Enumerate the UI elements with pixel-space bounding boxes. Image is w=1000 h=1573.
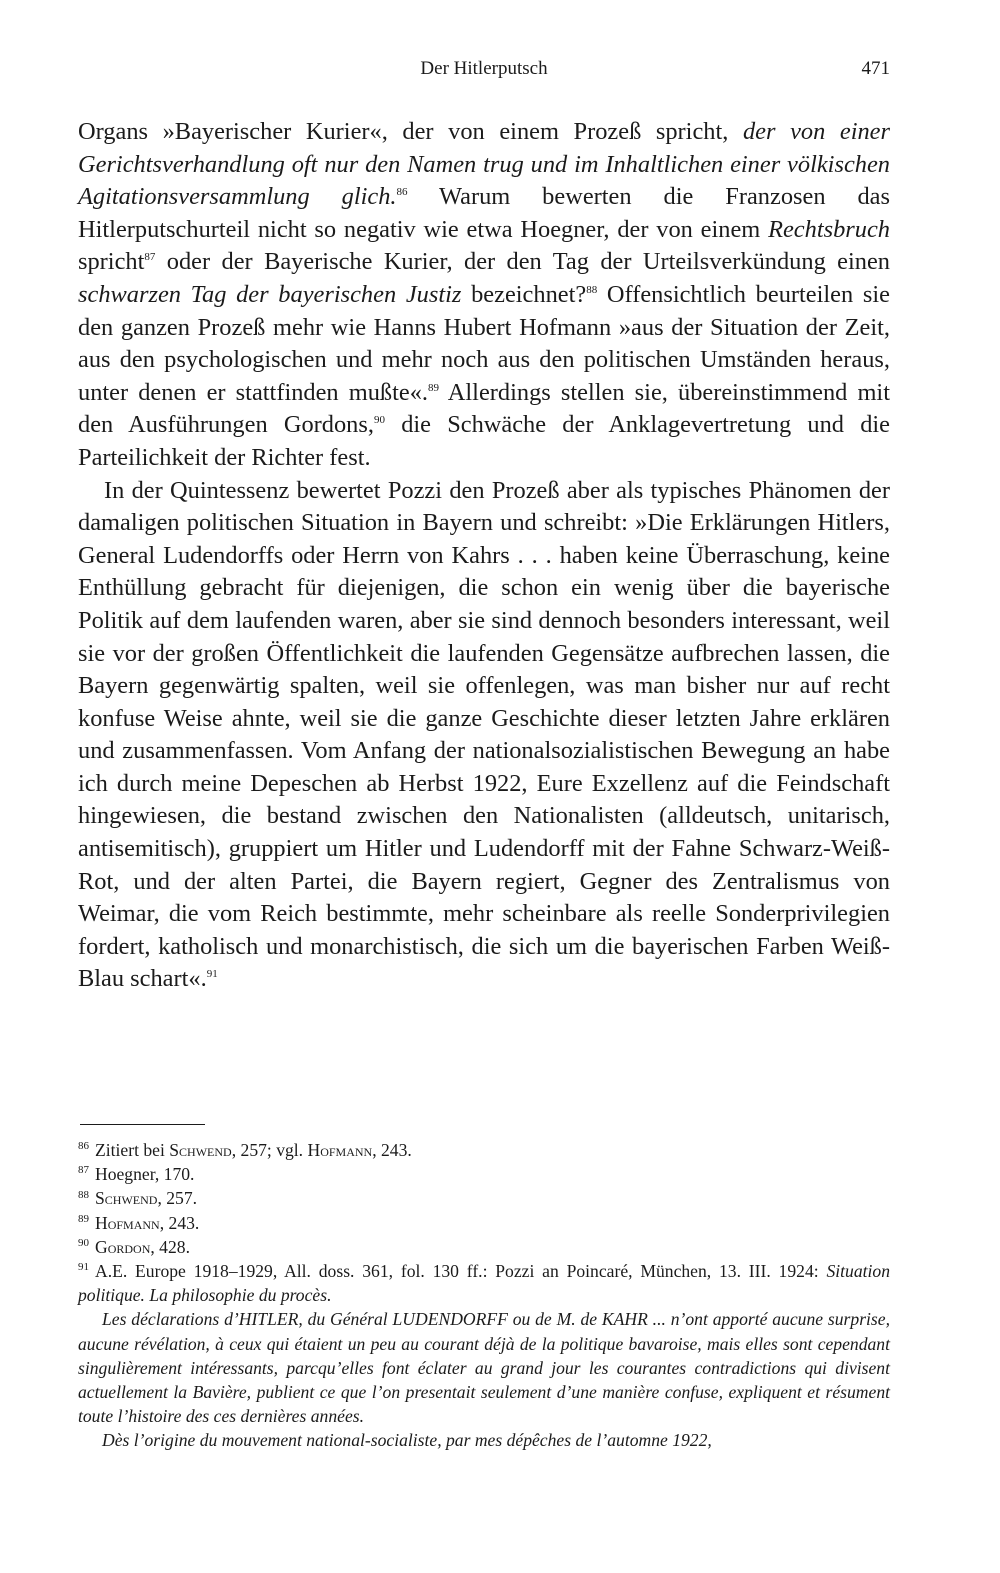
paragraph-1: Organs »Bayerischer Kurier«, der von einem Prozeß spricht, der von einer Gerichtsverhandlung oft nur den Namen trug und im Inhaltlichen einer völkischen Agitationsversammlung glich.$^{86}$ Warum bewerten die Franzosen das Hitlerputschurteil nicht so negativ wie etwa Hoegner, der von einem Rechtsbruch spricht$^{87}$ oder der Bayerische Kurier, der den Tag der Urteilsverkündung einen schwarzen Tag der bayerischen Justiz bezeichnet?$^{88}$ Offensichtlich beurteilen sie den ganzen Prozeß mehr wie Hanns Hubert Hofmann »aus der Situation der Zeit, aus den psychologischen und mehr noch aus den politischen Umständen heraus, unter denen er stattfinden mußte«.$^{89}$ Allerdings stellen sie, übereinstimmend mit den Ausführungen Gordons,$^{90}$ die Schwäche der Anklagevertretung und die Parteilichkeit der Richter fest.	[78, 118, 891, 471]
footnote-87: $^{87}$ Hoegner, 170.	[78, 1164, 195, 1185]
footnote-ref-87: 87	[144, 251, 156, 264]
footnote-91-quote-2: Dès l’origine du mouvement national-socialiste, par mes dépêches de l’automne 1922,	[102, 1430, 712, 1451]
page-header	[78, 58, 890, 88]
footnote-91: $^{91}$ A.E. Europe 1918–1929, All. doss. 361, fol. 130 ff.: Pozzi an Poincaré, München, 13. III. 1924: Situation politique. La philosophie du procès.	[78, 1261, 890, 1306]
page-number: 471	[861, 58, 890, 79]
footnote-ref-89: 89	[428, 381, 440, 394]
footnotes	[78, 1138, 890, 1453]
footnote-91-quote-1: Les déclarations d’HITLER, du Général LUDENDORFF ou de M. de KAHR ... n’ont apporté aucune surprise, aucune révélation, à ceux qui étaient un peu au courant déjà de la politique bavaroise, mais elles sont cependant singulièrement intéressants, parcqu’elles font éclater au grand jour les courantes contradictions qui divisent actuellement la Bavière, publient ce que l’on presentait seulement d’une manière confuse, expliquent et résument toute l’histoire des ces dernières années.	[78, 1309, 890, 1427]
footnote-90: $^{90}$ Gordon, 428.	[78, 1236, 190, 1257]
footnote-ref-91: 91	[206, 968, 218, 981]
body-text	[78, 116, 890, 996]
footnote-89: $^{89}$ Hofmann, 243.	[78, 1212, 200, 1233]
paragraph-2: In der Quintessenz bewertet Pozzi den Prozeß aber als typisches Phänomen der damaligen politischen Situation in Bayern und schreibt: »Die Erklärungen Hitlers, General Ludendorffs oder Herrn von Kahrs . . . haben keine Überraschung, keine Enthüllung gebracht für diejenigen, die schon ein wenig über die bayerische Politik auf dem laufenden waren, aber sie sind dennoch besonders interessant, weil sie vor der großen Öffentlichkeit die laufenden Gegensätze aufbrechen lassen, die Bayern gegenwärtig spalten, weil sie offenlegen, was man bisher nur auf recht konfuse Weise ahnte, weil sie die ganze Geschichte dieser letzten Jahre erklären und zusammenfassen. Vom Anfang der nationalsozialistischen Bewegung an habe ich durch meine Depeschen ab Herbst 1922, Eure Exzellenz auf die Feindschaft hingewiesen, die bestand zwischen den Nationalisten (alldeutsch, unitarisch, antisemitisch), gruppiert um Hitler und Ludendorff mit der Fahne Schwarz-Weiß-Rot, und der alten Partei, die Bayern regiert, Gegner des Zentralismus von Weimar, die vom Reich bestimmte, mehr scheinbare als reelle Sonderprivilegien fordert, katholisch und monarchistisch, die sich um die bayerischen Farben Weiß-Blau schart«.$^{91}$	[78, 476, 890, 993]
running-title: Der Hitlerputsch	[420, 58, 548, 79]
footnote-ref-90: 90	[373, 414, 385, 427]
footnote-rule	[80, 1124, 205, 1125]
footnote-ref-88: 88	[586, 283, 598, 296]
footnote-ref-86: 86	[396, 186, 408, 199]
quote-italic: der von einer Gerichtsverhandlung oft nur den Namen trug und im Inhaltlichen einer völkischen Agitationsversammlung glich.	[78, 118, 890, 211]
footnote-88: $^{88}$ Schwend, 257.	[78, 1188, 198, 1209]
footnote-86: $^{86}$ Zitiert bei Schwend, 257; vgl. Hofmann, 243.	[78, 1140, 412, 1160]
